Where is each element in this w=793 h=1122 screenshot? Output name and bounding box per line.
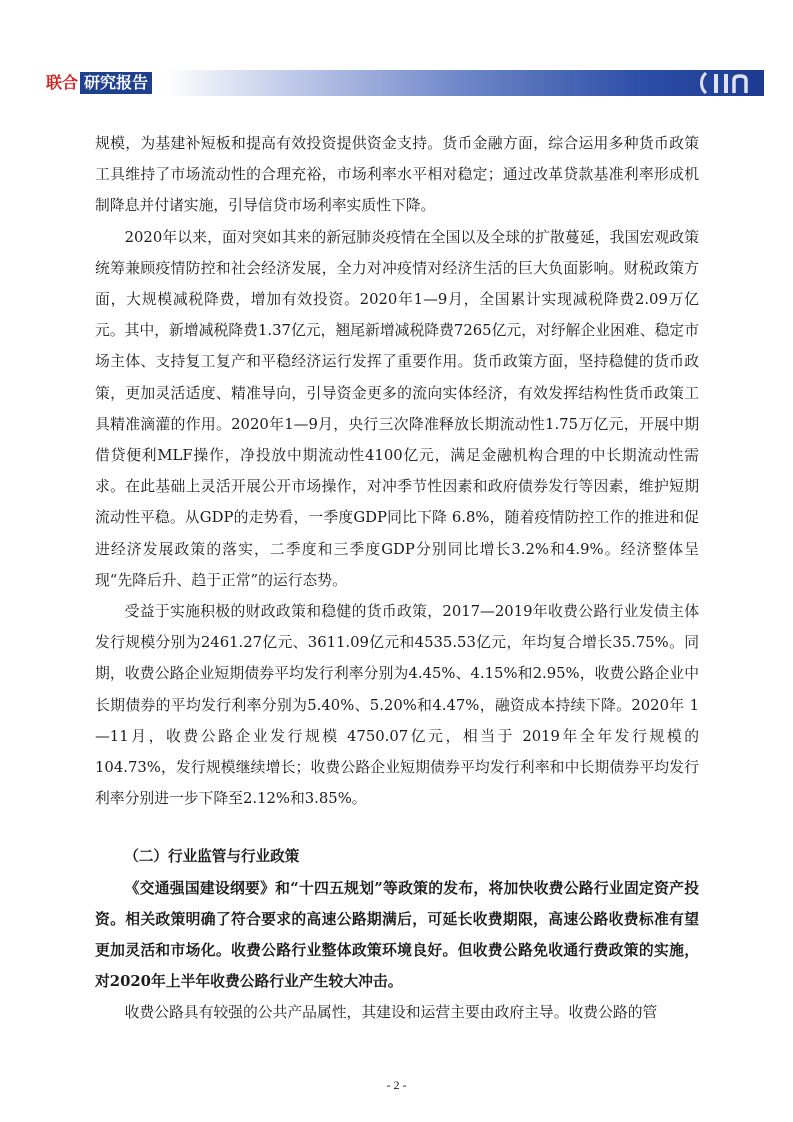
page-number: - 2 - [386,1078,407,1092]
paragraph-bond-issuance: 受益于实施积极的财政政策和稳健的货币政策，2017—2019年收费公路行业发债主体发行规模分别为2461.27亿元、3611.09亿元和4535.53亿元，年均复合增长35.75%。同期，收费公路企业短期债券平均发行利率分别为4.45%、4.15%和2.95%，收费公路企业中长期债券的平均发行利率分别为5.40%、5.20%和4.47%，融资成本持续下降。2020年 1—11月，收费公路企业发行规模 4750.07亿元，相当于 2019年全年发行规模的104.73%，发行规模继续增长；收费公路企业短期债券平均发行利率和中长期债券平均发行利率分别进一步下降至2.12%和3.85%。 [95,603,699,808]
paragraph-continued: 规模，为基建补短板和提高有效投资提供资金支持。货币金融方面，综合运用多种货币政策工具维持了市场流动性的合理充裕，市场利率水平相对稳定；通过改革贷款基准利率形成机制降息并付诸实施，引导信贷市场利率实质性下降。 [95,135,699,215]
section-title: （二）行业监管与行业政策 [124,848,300,866]
brand-name-red: 联合 [46,73,79,92]
section-summary: 《交通强国建设纲要》和“十四五规划”等政策的发布，将加快收费公路行业固定资产投资。相关政策明确了符合要求的高速公路期满后，可延长收费期限，高速公路收费标准有望更加灵活和市场化。收费公路行业整体政策环境良好。但收费公路免收通行费政策的实施，对2020年上半年收费公路行业产生较大冲击。 [95,879,699,991]
report-brand [46,70,152,96]
brand-label-box: 研究报告 [80,72,152,94]
report-body [95,128,699,1029]
lianhe-logo-icon [698,70,758,96]
page-header [46,70,764,96]
header-gradient-bar [164,70,764,96]
paragraph-2020-macro-policy: 2020年以来，面对突如其来的新冠肺炎疫情在全国以及全球的扩散蔓延，我国宏观政策统筹兼顾疫情防控和社会经济发展，全力对冲疫情对经济生活的巨大负面影响。财税政策方面，大规模减税降费，增加有效投资。2020年1—9月，全国累计实现减税降费2.09万亿元。其中，新增减税降费1.37亿元，翘尾新增减税降费7265亿元，对纾解企业困难、稳定市场主体、支持复工复产和平稳经济运行发挥了重要作用。货币政策方面，坚持稳健的货币政策，更加灵活适度、精准导向，引导资金更多的流向实体经济，有效发挥结构性货币政策工具精准滴灌的作用。2020年1—9月，央行三次降准释放长期流动性1.75万亿元，开展中期借贷便利MLF操作，净投放中期流动性4100亿元，满足金融机构合理的中长期流动性需求。在此基础上灵活开展公开市场操作，对冲季节性因素和政府债券发行等因素，维护短期流动性平稳。从GDP的走势看，一季度GDP同比下降 6.8%，随着疫情防控工作的推进和促进经济发展政策的落实，二季度和三季度GDP分别同比增长3.2%和4.9%。经济整体呈现“先降后升、趋于正常”的运行态势。 [95,228,699,589]
paragraph-toll-road-nature: 收费公路具有较强的公共产品属性，其建设和运营主要由政府主导。收费公路的管 [124,1004,658,1022]
